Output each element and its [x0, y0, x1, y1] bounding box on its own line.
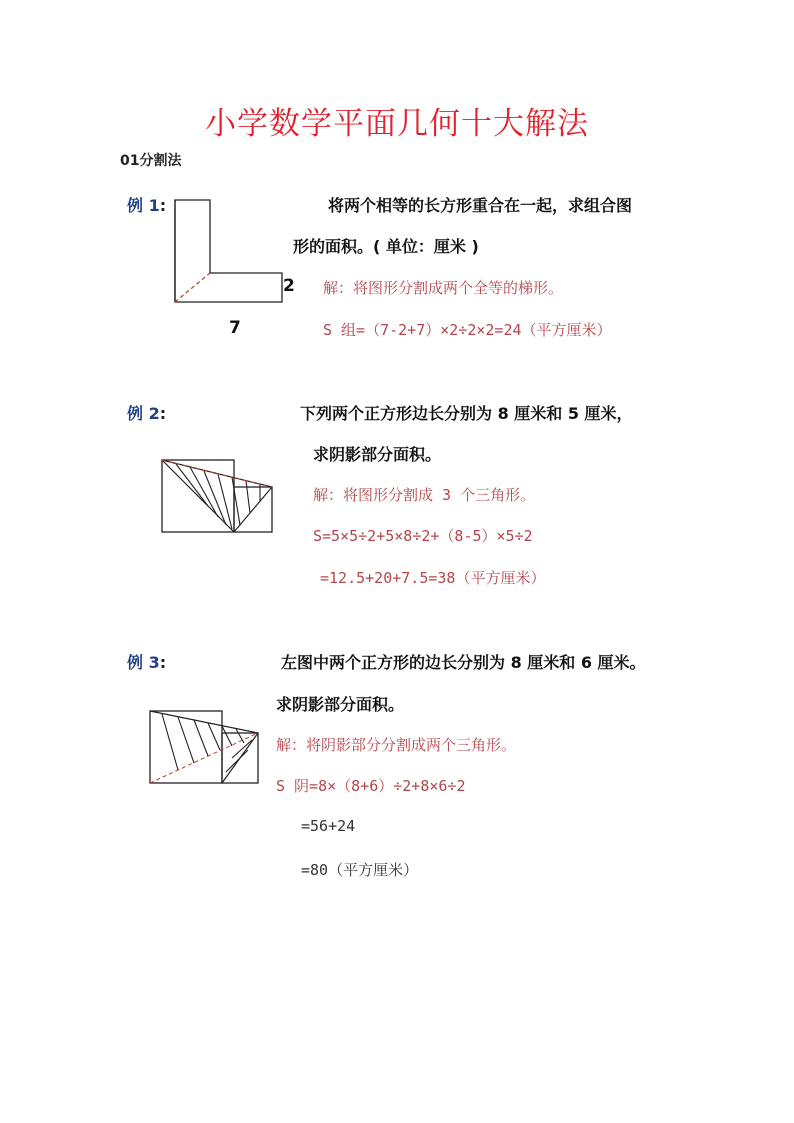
example-2-figure: [160, 455, 275, 537]
page-title: 小学数学平面几何十大解法: [205, 106, 589, 142]
example-1-question-line-2: 形的面积。( 单位：厘米 ): [293, 237, 479, 256]
example-3-question-line-2: 求阴影部分面积。: [276, 695, 405, 714]
dimension-length-label: 7: [229, 318, 241, 338]
example-3-figure: [148, 708, 263, 790]
example-1-colon: :: [159, 196, 167, 215]
example-3-colon: :: [159, 653, 167, 672]
example-2-solution-line-1: 解：将图形分割成 3 个三角形。: [313, 486, 536, 504]
example-1-solution-line-1: 解：将图形分割成两个全等的梯形。: [323, 279, 564, 297]
shade-edge-right: [234, 487, 272, 532]
example-2-question-line-1: 下列两个正方形边长分别为 8 厘米和 5 厘米，: [300, 404, 633, 423]
example-2-label: [127, 401, 166, 424]
example-1-solution-line-2: S 组=（7-2+7）×2÷2×2=24（平方厘米）: [323, 321, 612, 339]
example-1-label-text: 例 1: [127, 196, 160, 215]
l-shape-split-line: [175, 273, 210, 302]
example-3-solution-line-3: =56+24: [301, 817, 356, 835]
example-2-question-line-2: 求阴影部分面积。: [313, 445, 442, 464]
example-2-solution-line-3: =12.5+20+7.5=38（平方厘米）: [320, 569, 546, 587]
dimension-width-label: 2: [283, 276, 295, 296]
example-3-solution-line-1: 解：将阴影部分分割成两个三角形。: [276, 736, 517, 754]
big-square: [150, 711, 222, 783]
example-3-solution-line-2: S 阴=8×（8+6）÷2+8×6÷2: [276, 777, 466, 795]
section-heading: 01分割法: [120, 153, 182, 169]
example-3-label: [127, 650, 166, 673]
example-2-label-text: 例 2: [127, 404, 160, 423]
example-1-question-line-1: 将两个相等的长方形重合在一起，求组合图: [328, 196, 633, 215]
example-3-question-line-1: 左图中两个正方形的边长分别为 8 厘米和 6 厘米。: [281, 653, 646, 672]
example-2-solution-line-2: S=5×5÷2+5×8÷2+（8-5）×5÷2: [313, 527, 533, 545]
example-3-solution-line-4: =80（平方厘米）: [301, 861, 419, 879]
example-1-label: [127, 193, 166, 216]
split-line: [150, 733, 258, 783]
example-2-colon: :: [159, 404, 167, 423]
example-3-label-text: 例 3: [127, 653, 160, 672]
example-1-figure: [170, 195, 290, 310]
l-shape-outline: [175, 200, 282, 302]
